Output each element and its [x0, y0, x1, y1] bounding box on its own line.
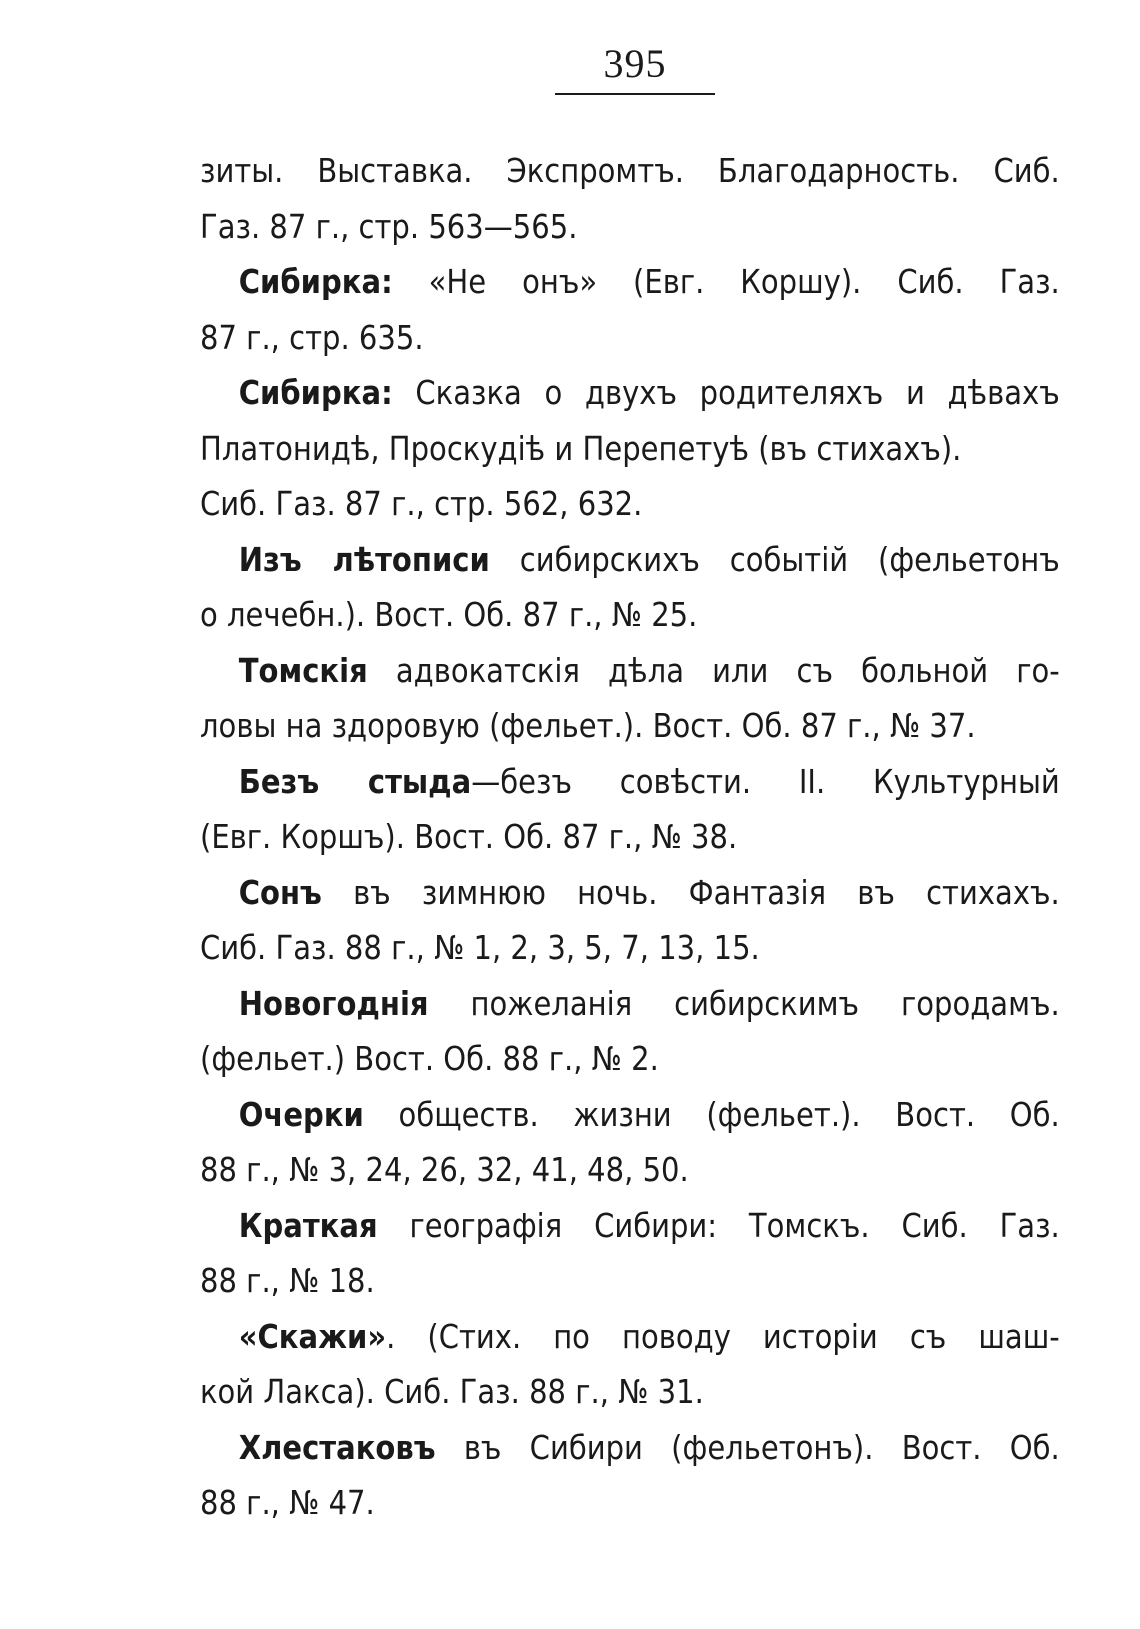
entry [200, 1309, 1060, 1420]
entry-line: ловы на здоровую (фельет.). Вост. Об. 87 г., № 37. [200, 706, 976, 745]
entry-line: 87 г., стр. 635. [200, 317, 424, 357]
entry-text: адвокатскія дѣла или съ больной го- [367, 650, 1060, 690]
entry-title: Томскія [238, 650, 368, 690]
entry [200, 865, 1060, 976]
entry-text: географія Сибири: Томскъ. Сиб. Газ. [377, 1205, 1060, 1245]
entry-text: зиты. Выставка. Экспромтъ. Благодарность. Сиб. [200, 151, 1060, 190]
entry-text: въ Сибири (фельетонъ). Вост. Об. [435, 1427, 1060, 1467]
entry-line [200, 365, 1060, 421]
entry-line: 88 г., № 18. [200, 1261, 375, 1300]
entry-line [200, 643, 1060, 699]
entry-line: (фельет.) Вост. Об. 88 г., № 2. [200, 1039, 659, 1078]
entry-line [200, 976, 1060, 1032]
entry-text: въ зимнюю ночь. Фантазія въ стихахъ. [321, 872, 1060, 912]
entry-line [200, 754, 1060, 810]
entry [200, 365, 1060, 532]
entry-line: 88 г., № 3, 24, 26, 32, 41, 48, 50. [200, 1150, 689, 1189]
entry-line [200, 1198, 1060, 1254]
entry-text: пожеланія сибирскимъ городамъ. [428, 983, 1060, 1023]
entry-title: Безъ стыда [238, 761, 472, 801]
entry-continued [200, 143, 1060, 254]
entry [200, 754, 1060, 865]
entry-text: —безъ совѣсти. II. Культурный [471, 761, 1060, 801]
entry-text: Сказка о двухъ родителяхъ и дѣвахъ [392, 373, 1060, 412]
entry-line: Платонидѣ, Проскудіѣ и Перепетуѣ (въ стихахъ). [200, 428, 962, 468]
entry-line: 88 г., № 47. [200, 1483, 375, 1522]
entry-line: Сиб. Газ. 88 г., № 1, 2, 3, 5, 7, 13, 15. [200, 928, 760, 967]
entry [200, 643, 1060, 754]
entry [200, 1198, 1060, 1309]
entry-line: Газ. 87 г., стр. 563—565. [200, 206, 578, 246]
entry-title: Краткая [238, 1205, 378, 1245]
entry-text: . (Стих. по поводу исторіи съ шаш- [386, 1316, 1060, 1356]
entry-line [200, 1420, 1060, 1476]
entry [200, 976, 1060, 1087]
entry-title: Сибирка: [238, 373, 393, 412]
entry-title: Хлестаковъ [238, 1427, 436, 1467]
entry [200, 254, 1060, 365]
entry-line [200, 1309, 1060, 1365]
entry-line [200, 1087, 1060, 1143]
entry-line: (Евг. Коршъ). Вост. Об. 87 г., № 38. [200, 817, 738, 856]
entry-title: Сибирка: [238, 262, 393, 301]
entry-line [200, 532, 1060, 588]
entry-text: «Не онъ» (Евг. Коршу). Сиб. Газ. [392, 262, 1060, 301]
entry-text: сибирскихъ событій (фельетонъ [489, 539, 1060, 579]
page-number: 395 [603, 41, 667, 86]
entry-title: «Скажи» [238, 1316, 387, 1356]
page-number-rule [555, 93, 715, 95]
entry-title: Сонъ [238, 872, 322, 912]
entry-line: Сиб. Газ. 87 г., стр. 562, 632. [200, 484, 643, 523]
entry-text: обществ. жизни (фельет.). Вост. Об. [363, 1094, 1060, 1134]
entry-title: Очерки [238, 1094, 364, 1134]
entry-line: кой Лакса). Сиб. Газ. 88 г., № 31. [200, 1372, 704, 1411]
entry-line [200, 254, 1060, 310]
entry [200, 1087, 1060, 1198]
entry-line [200, 143, 1060, 199]
entry-line: о лечебн.). Вост. Об. 87 г., № 25. [200, 595, 698, 634]
entry-title: Изъ лѣтописи [238, 539, 490, 579]
text-body [200, 143, 1060, 1531]
entry-title: Новогоднія [238, 983, 429, 1023]
entry [200, 532, 1060, 643]
entry [200, 1420, 1060, 1531]
entry-line [200, 865, 1060, 921]
